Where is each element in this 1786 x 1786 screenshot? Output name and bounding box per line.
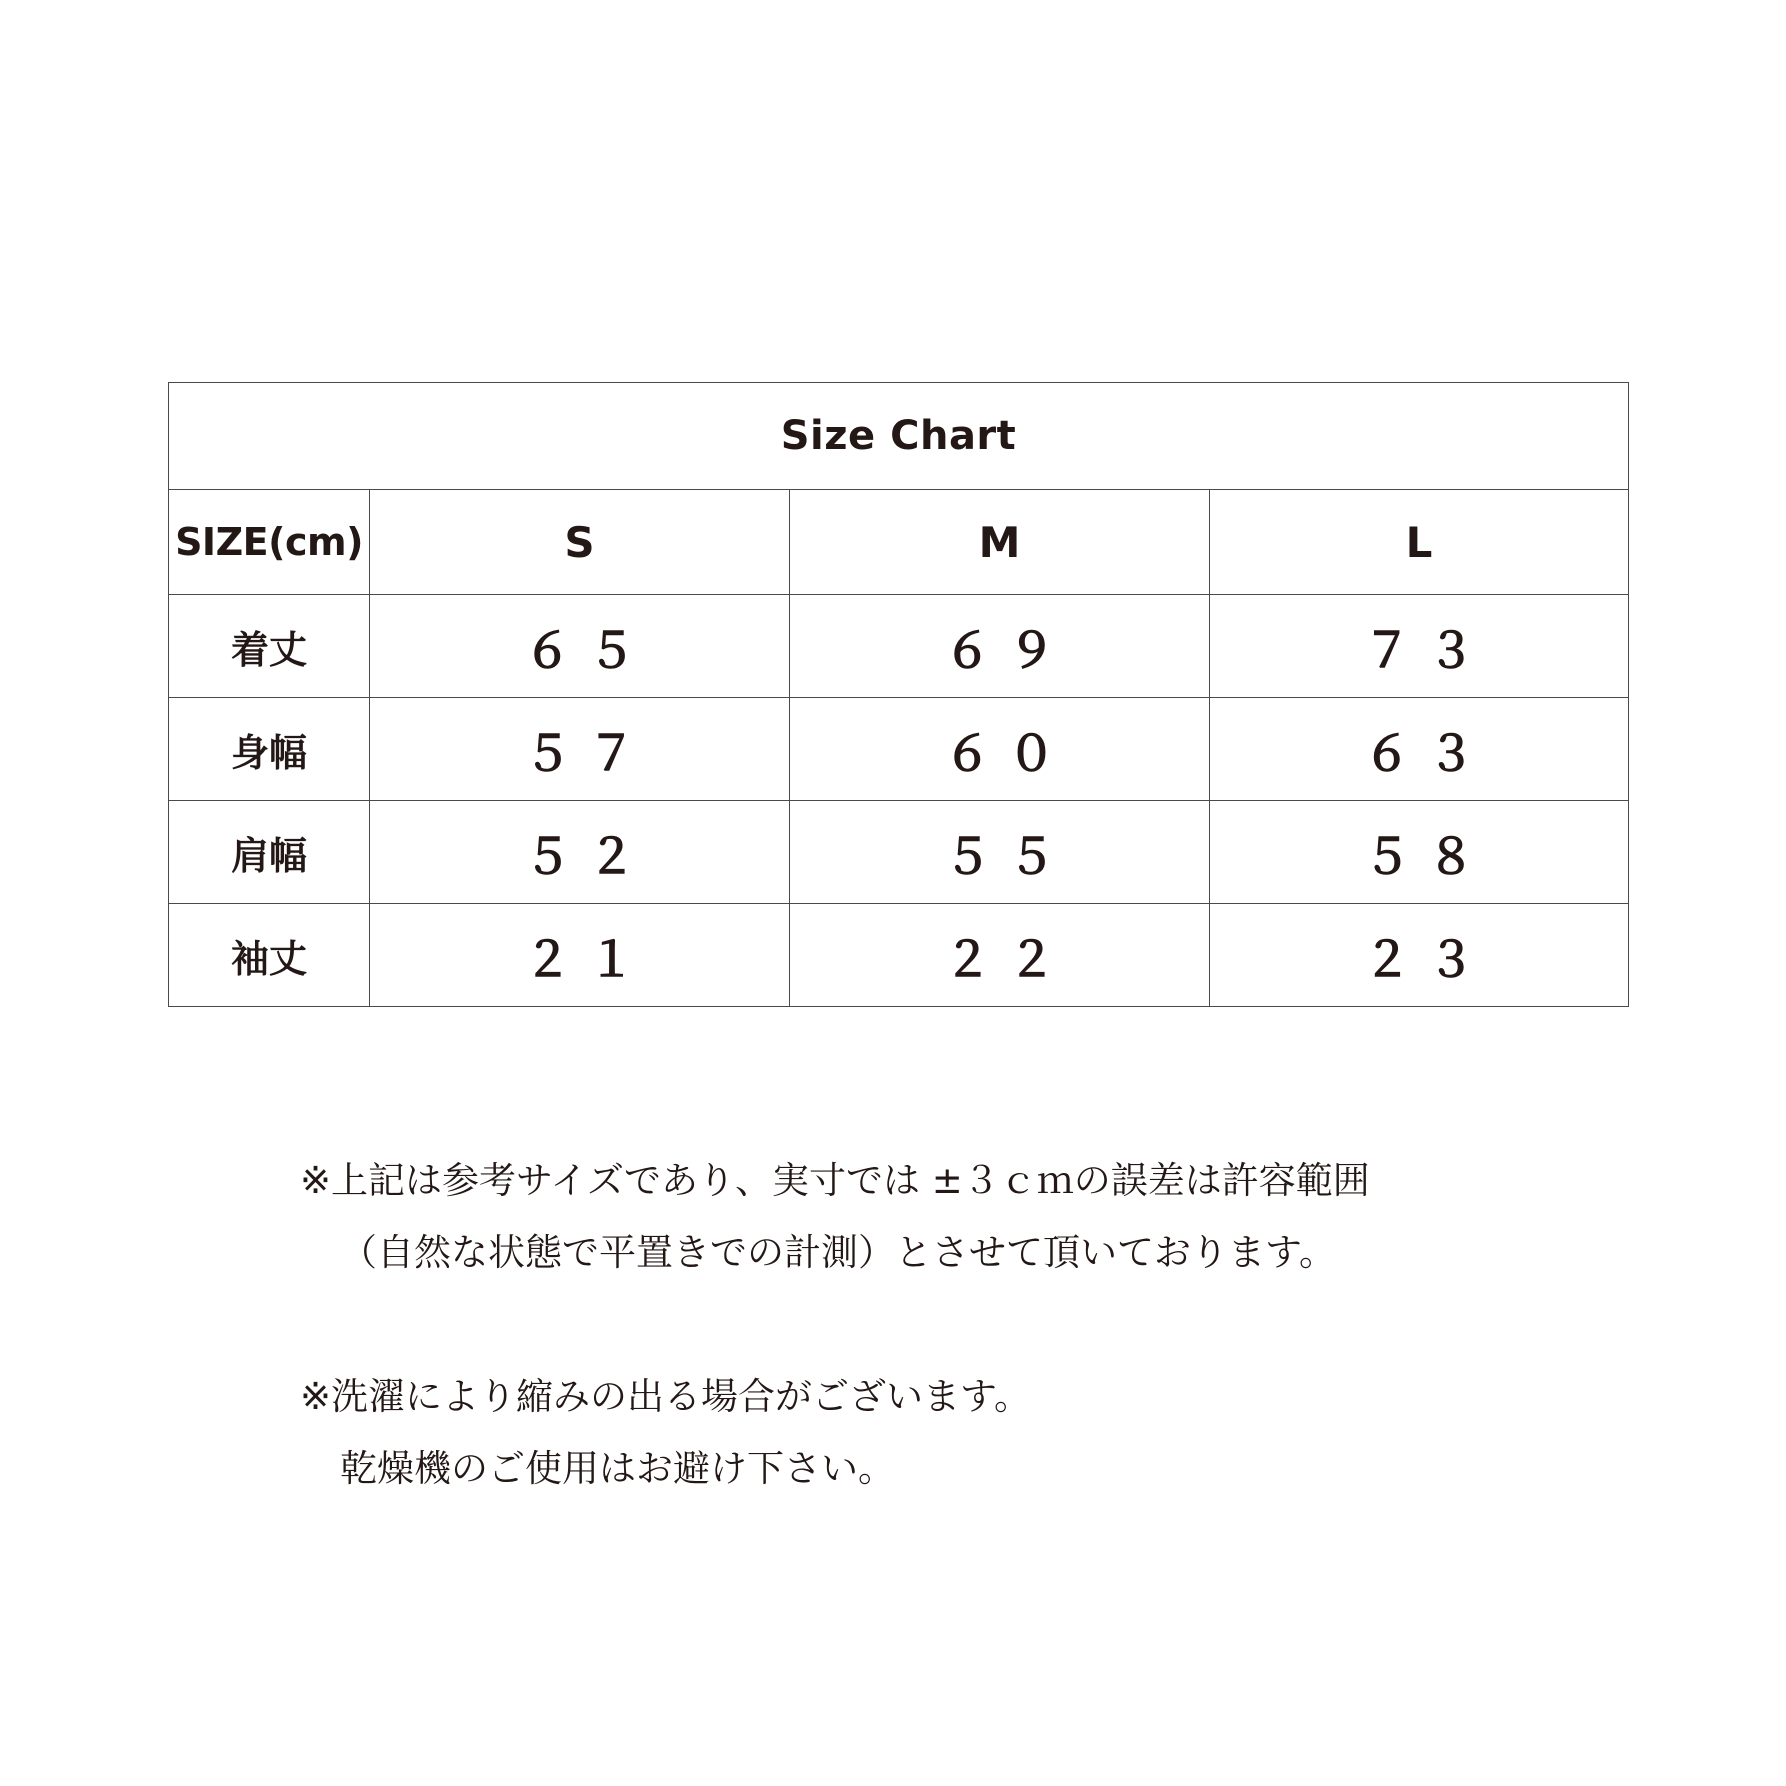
table-cell: ５５ <box>790 801 1210 904</box>
row-label: 身幅 <box>169 698 370 801</box>
note-tolerance-line1: ※上記は参考サイズであり、実寸では ±３ｃｍの誤差は許容範囲 <box>300 1159 1370 1202</box>
size-unit-header: SIZE(cm) <box>169 490 370 595</box>
table-row <box>169 595 1629 698</box>
table-title-row <box>169 383 1629 490</box>
size-header-s: S <box>370 490 790 595</box>
table-cell: ２２ <box>790 904 1210 1007</box>
table-cell: ５２ <box>370 801 790 904</box>
table-header-row <box>169 490 1629 595</box>
size-header-m: M <box>790 490 1210 595</box>
table-row <box>169 698 1629 801</box>
size-chart-table <box>168 382 1629 1007</box>
size-header-l: L <box>1210 490 1629 595</box>
table-cell: ７３ <box>1210 595 1629 698</box>
table-cell: ５８ <box>1210 801 1629 904</box>
table-cell: ６９ <box>790 595 1210 698</box>
notes-section <box>300 1145 1600 1505</box>
row-label: 肩幅 <box>169 801 370 904</box>
table-cell: ６０ <box>790 698 1210 801</box>
table-cell: ２３ <box>1210 904 1629 1007</box>
table-row <box>169 801 1629 904</box>
row-label: 着丈 <box>169 595 370 698</box>
table-row <box>169 904 1629 1007</box>
table-cell: ６３ <box>1210 698 1629 801</box>
row-label: 袖丈 <box>169 904 370 1007</box>
table-cell: ６５ <box>370 595 790 698</box>
table-title: Size Chart <box>169 383 1629 490</box>
note-tolerance-line2: （自然な状態で平置きでの計測）とさせて頂いております。 <box>340 1231 1337 1274</box>
table-cell: ５７ <box>370 698 790 801</box>
table-cell: ２１ <box>370 904 790 1007</box>
note-washing-line1: ※洗濯により縮みの出る場合がございます。 <box>300 1375 1032 1418</box>
note-washing-line2: 乾燥機のご使用はお避け下さい。 <box>340 1447 895 1490</box>
note-spacer <box>300 1289 1600 1361</box>
